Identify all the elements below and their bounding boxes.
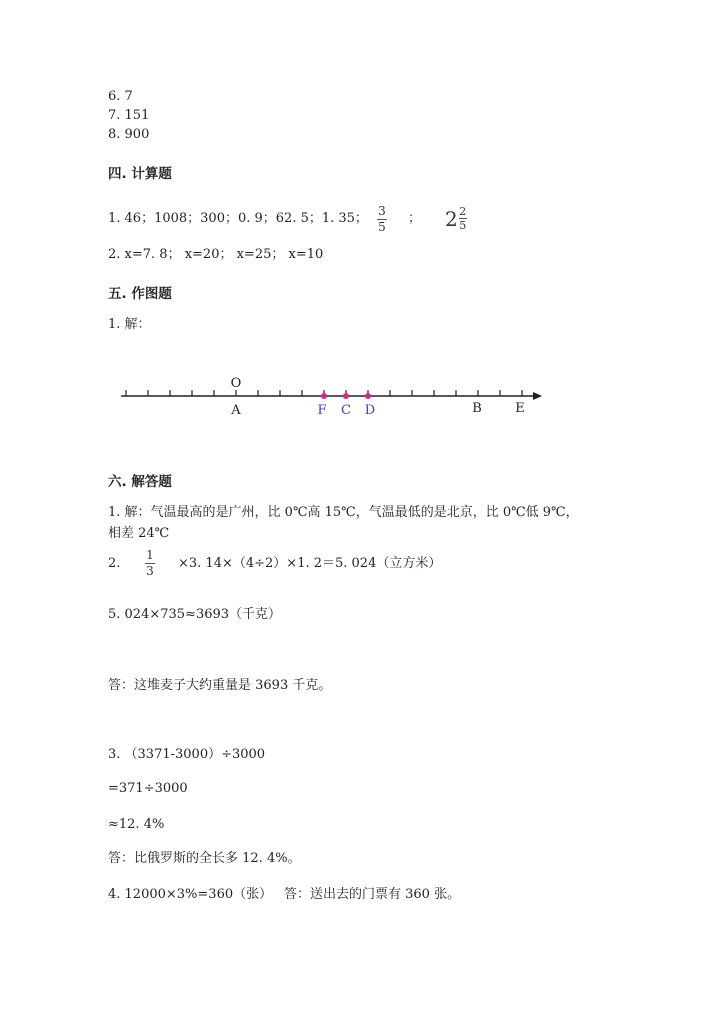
s6-q1-line2: 相差 24℃ bbox=[108, 526, 170, 541]
label-C: C bbox=[341, 403, 351, 418]
mixed-fraction bbox=[459, 206, 467, 231]
label-E: E bbox=[515, 401, 525, 416]
fraction-numerator: 3 bbox=[378, 204, 386, 218]
answer-6: 6. 7 bbox=[108, 89, 133, 104]
s4-q1-separator: ； bbox=[408, 211, 422, 226]
s4-q1-text: 1. 46；1008；300；0. 9；62. 5；1. 35； bbox=[108, 211, 368, 226]
s4-q1-mixed-number bbox=[445, 206, 467, 231]
point-F bbox=[321, 393, 327, 399]
s4-q2-text: 2. x=7. 8； x=20； x=25； x=10 bbox=[108, 247, 324, 262]
s6-q2-calc: 5. 024×735≈3693（千克） bbox=[108, 607, 282, 622]
s6-q2-prefix: 2. bbox=[108, 556, 121, 571]
s6-q4-answer: 答：送出去的门票有 360 张。 bbox=[284, 887, 461, 902]
label-F: F bbox=[317, 403, 327, 418]
label-B: B bbox=[472, 401, 482, 416]
point-D bbox=[365, 393, 371, 399]
answer-7: 7. 151 bbox=[108, 108, 150, 123]
s6-q3-line3: ≈12. 4% bbox=[108, 817, 165, 832]
section-5-title: 五. 作图题 bbox=[108, 286, 172, 302]
fraction-denominator: 3 bbox=[146, 564, 154, 578]
number-line-arrow bbox=[533, 392, 542, 400]
s6-q4-calc: 4. 12000×3%=360（张） bbox=[108, 887, 273, 902]
answer-8: 8. 900 bbox=[108, 127, 150, 142]
s6-q1-line1: 1. 解：气温最高的是广州，比 0℃高 15℃，气温最低的是北京，比 0℃低 9℃， bbox=[108, 505, 579, 520]
mixed-denominator: 5 bbox=[459, 219, 467, 232]
s6-q2-answer: 答：这堆麦子大约重量是 3693 千克。 bbox=[108, 678, 332, 693]
section-6-title: 六. 解答题 bbox=[108, 474, 172, 490]
s6-q3-line2: =371÷3000 bbox=[108, 781, 188, 796]
s6-q3-line1: 3. （3371-3000）÷3000 bbox=[108, 747, 266, 762]
number-line bbox=[0, 370, 720, 430]
s5-q1-text: 1. 解： bbox=[108, 317, 151, 332]
point-C bbox=[343, 393, 349, 399]
section-4-title: 四. 计算题 bbox=[108, 166, 172, 182]
s6-q2-fraction bbox=[145, 549, 155, 578]
mixed-whole: 2 bbox=[445, 206, 458, 231]
fraction-denominator: 5 bbox=[378, 220, 386, 234]
label-O: O bbox=[230, 376, 242, 391]
fraction-numerator: 1 bbox=[146, 548, 154, 562]
s6-q3-answer: 答：比俄罗斯的全长多 12. 4%。 bbox=[108, 851, 301, 866]
label-A: A bbox=[231, 403, 241, 418]
mixed-numerator: 2 bbox=[459, 205, 467, 218]
s6-q2-expression: ×3. 14×（4÷2）×1. 2＝5. 024（立方米） bbox=[178, 556, 442, 571]
s4-q1-fraction bbox=[377, 205, 387, 234]
label-D: D bbox=[364, 403, 376, 418]
